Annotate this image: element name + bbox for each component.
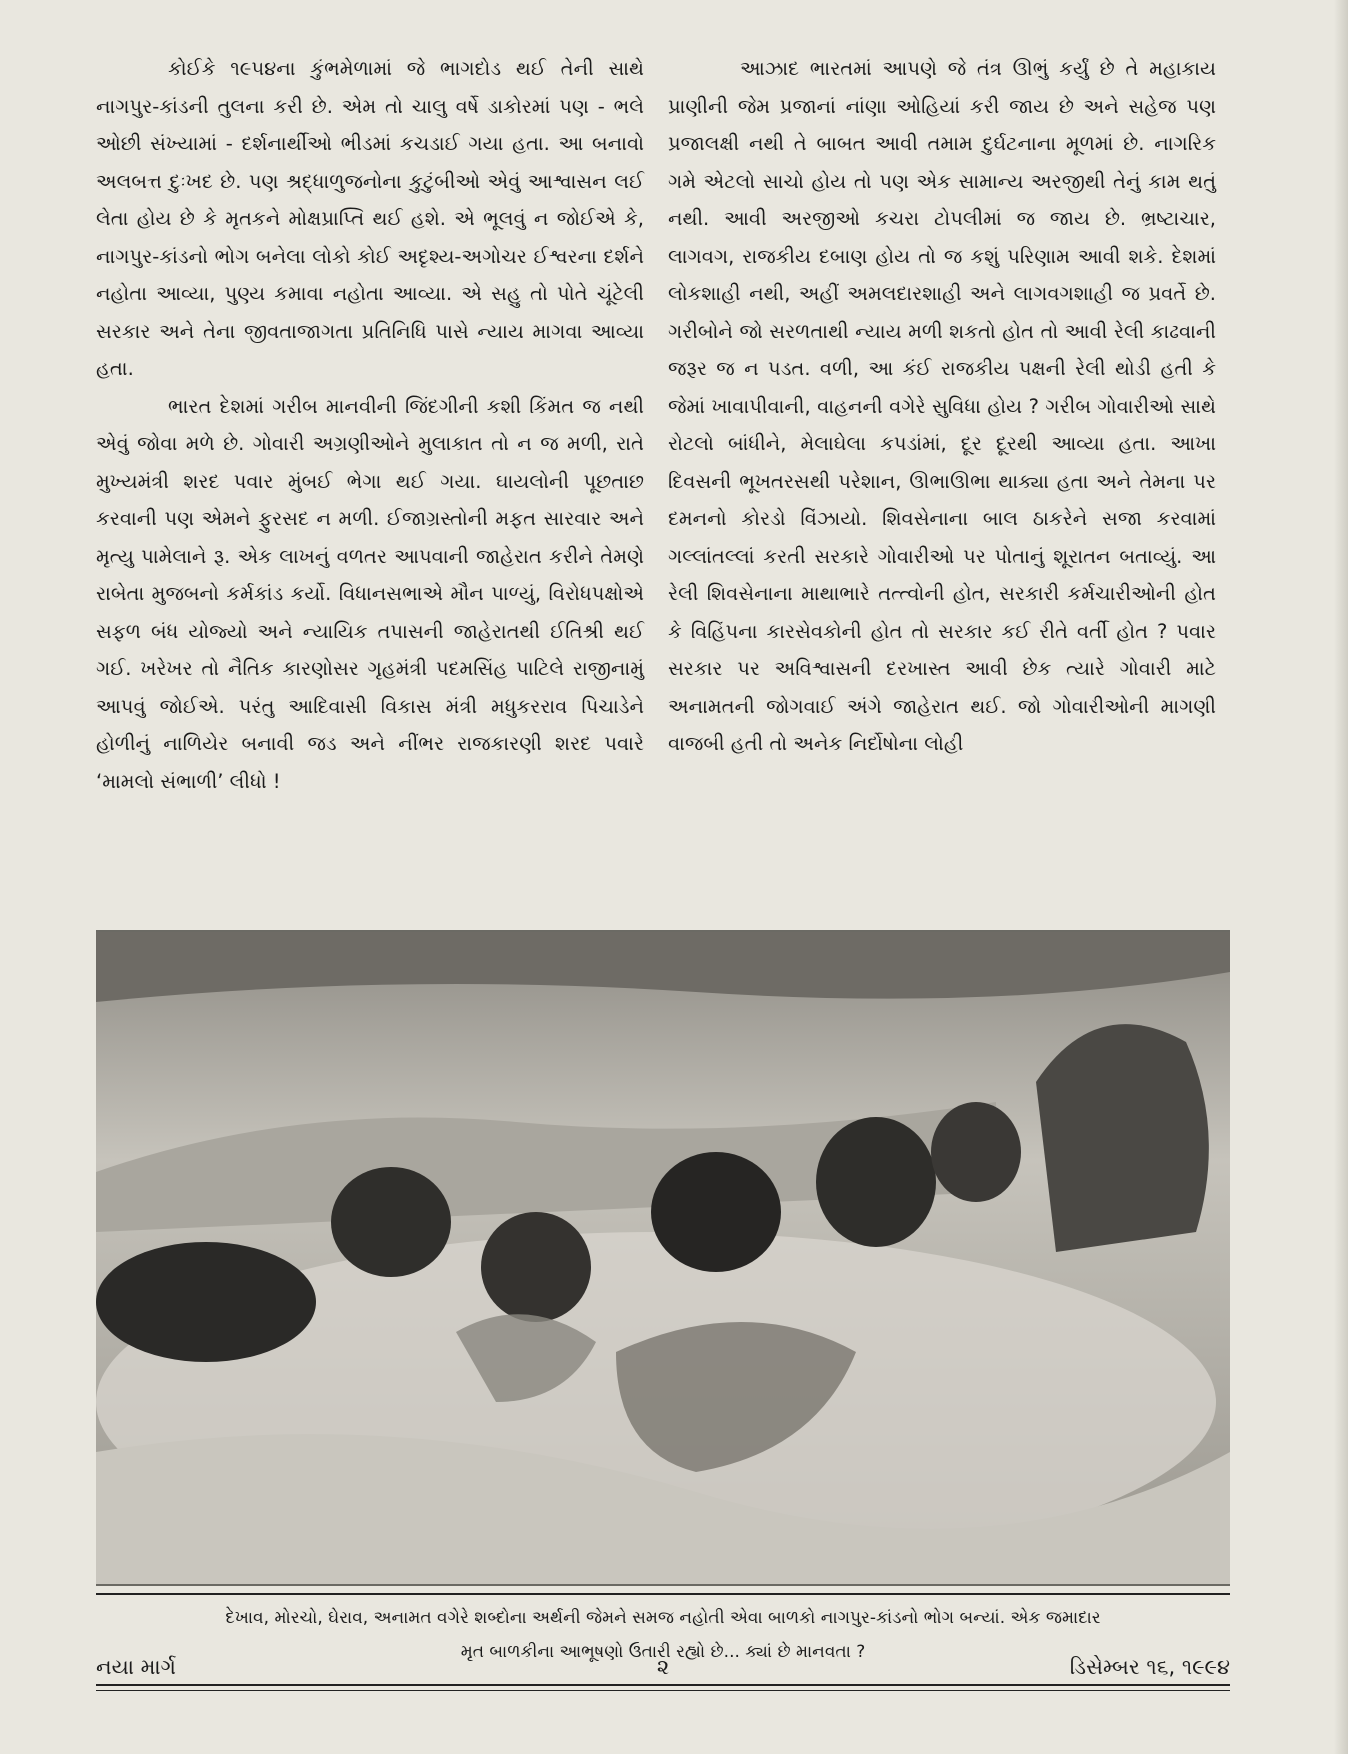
page-edge-shadow [1334, 0, 1348, 1754]
footer-rule-thin [96, 1690, 1230, 1691]
photo-illustration [96, 932, 1230, 1584]
page-footer [96, 1652, 1230, 1682]
news-photograph [96, 930, 1230, 1586]
issue-date: ડિસેમ્બર ૧૬, ૧૯૯૪ [1069, 1655, 1230, 1679]
footer-rule [96, 1684, 1230, 1686]
publication-name: નયા માર્ગ [96, 1655, 176, 1679]
left-column [96, 50, 644, 800]
right-column [668, 50, 1216, 763]
page-number: ૨ [656, 1655, 670, 1679]
left-paragraph-2: ભારત દેશમાં ગરીબ માનવીની જિંદગીની કશી કિંમત જ નથી એવું જોવા મળે છે. ગોવારી અગ્રણીઓને મુલાકાત તો ન જ મળી, રાતે મુખ્યમંત્રી શરદ પવાર મુંબઈ ભેગા થઈ ગયા. ઘાયલોની પૂછતાછ કરવાની પણ એમને ફુરસદ ન મળી. ઈજાગ્રસ્તોની મફત સારવાર અને મૃત્યુ પામેલાને રૂ. એક લાખનું વળતર આપવાની જાહેરાત કરીને તેમણે રાબેતા મુજબનો કર્મકાંડ કર્યો. વિધાનસભાએ મૌન પાળ્યું, વિરોધપક્ષોએ સફળ બંધ યોજ્યો અને ન્યાયિક તપાસની જાહેરાતથી ઈતિશ્રી થઈ ગઈ. ખરેખર તો નૈતિક કારણોસર ગૃહમંત્રી પદમસિંહ પાટિલે રાજીનામું આપવું જોઈએ. પરંતુ આદિવાસી વિકાસ મંત્રી મધુકરરાવ પિચાડેને હોળીનું નાળિયેર બનાવી જડ અને નીંભર રાજકારણી શરદ પવારે ‘મામલો સંભાળી’ લીધો ! [96, 394, 644, 793]
caption-line-2: મૃત બાળકીના આભૂષણો ઉતારી રહ્યો છે... ક્યાં છે માનવતા ? [460, 1642, 866, 1662]
right-paragraph-1: આઝાદ ભારતમાં આપણે જે તંત્ર ઊભું કર્યું છે તે મહાકાય પ્રાણીની જેમ પ્રજાનાં નાંણા ઓહિયાં કરી જાય છે અને સહેજ પણ પ્રજાલક્ષી નથી તે બાબત આવી તમામ દુર્ઘટનાના મૂળમાં છે. નાગરિક ગમે એટલો સાચો હોય તો પણ એક સામાન્ય અરજીથી તેનું કામ થતું નથી. આવી અરજીઓ કચરા ટોપલીમાં જ જાય છે. ભ્રષ્ટાચાર, લાગવગ, રાજકીય દબાણ હોય તો જ કશું પરિણામ આવી શકે. દેશમાં લોકશાહી નથી, અહીં અમલદારશાહી અને લાગવગશાહી જ પ્રવર્તે છે. ગરીબોને જો સરળતાથી ન્યાય મળી શકતો હોત તો આવી રેલી કાઢવાની જરૂર જ ન પડત. વળી, આ કંઈ રાજકીય પક્ષની રેલી થોડી હતી કે જેમાં ખાવાપીવાની, વાહનની વગેરે સુવિધા હોય ? ગરીબ ગોવારીઓ સાથે રોટલો બાંધીને, મેલાઘેલા કપડાંમાં, દૂર દૂરથી આવ્યા હતા. આખા દિવસની ભૂખતરસથી પરેશાન, ઊભાઊભા થાક્યા હતા અને તેમના પર દમનનો કોરડો વિંઝાયો. શિવસેનાના બાલ ઠાકરેને સજા કરવામાં ગલ્લાંતલ્લાં કરતી સરકારે ગોવારીઓ પર પોતાનું શૂરાતન બતાવ્યું. આ રેલી શિવસેનાના માથાભારે તત્ત્વોની હોત, સરકારી કર્મચારીઓની હોત કે વિહિંપના કારસેવકોની હોત તો સરકાર કઈ રીતે વર્તી હોત ? પવાર સરકાર પર અવિશ્વાસની દરખાસ્ત આવી છેક ત્યારે ગોવારી માટે અનામતની જોગવાઈ અંગે જાહેરાત થઈ. જો ગોવારીઓની માગણી વાજબી હતી તો અનેક નિર્દોષોના લોહી [668, 57, 1216, 755]
left-paragraph-1: કોઈકે ૧૯૫૪ના કુંભમેળામાં જે ભાગદોડ થઈ તેની સાથે નાગપુર-કાંડની તુલના કરી છે. એમ તો ચાલુ વર્ષે ડાકોરમાં પણ - ભલે ઓછી સંખ્યામાં - દર્શનાર્થીઓ ભીડમાં કચડાઈ ગયા હતા. આ બનાવો અલબત્ત દુઃખદ છે. પણ શ્રદ્ધાળુજનોના કુટુંબીઓ એવું આશ્વાસન લઈ લેતા હોય છે કે મૃતકને મોક્ષપ્રાપ્તિ થઈ હશે. એ ભૂલવું ન જોઈએ કે, નાગપુર-કાંડનો ભોગ બનેલા લોકો કોઈ અદૃશ્ય-અગોચર ઈશ્વરના દર્શને નહોતા આવ્યા, પુણ્ય કમાવા નહોતા આવ્યા. એ સહુ તો પોતે ચૂંટેલી સરકાર અને તેના જીવતાજાગતા પ્રતિનિધિ પાસે ન્યાય માગવા આવ્યા હતા. [96, 57, 644, 380]
caption-line-1: દેખાવ, મોરચો, ઘેરાવ, અનામત વગેરે શબ્દોના અર્થની જેમને સમજ નહોતી એવા બાળકો નાગપુર-કાંડનો ભોગ બન્યાં. એક જમાદાર [225, 1608, 1101, 1628]
